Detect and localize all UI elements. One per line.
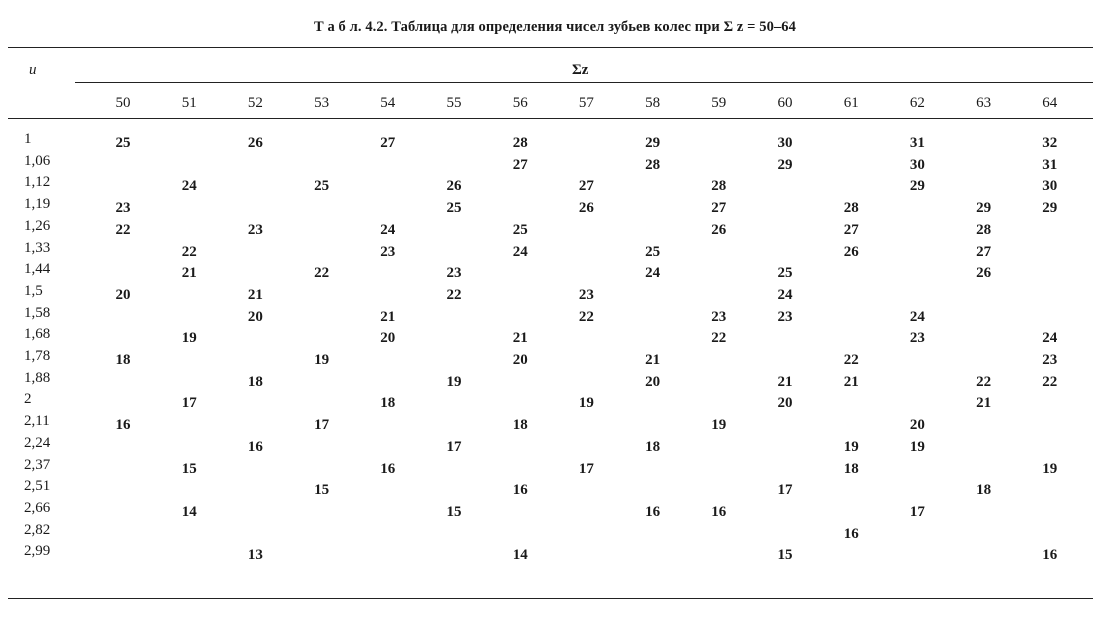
cell-u-1-33-sum-61: 26 <box>843 243 859 260</box>
cell-u-1-06-sum-56: 27 <box>512 156 528 173</box>
column-header-60: 60 <box>777 95 793 111</box>
u-value: 2,51 <box>24 478 51 495</box>
table-title: Т а б л. 4.2. Таблица для определения чисел зубьев колес при Σ z = 50–64 <box>313 19 796 35</box>
cell-u-1-78-sum-50: 18 <box>115 352 131 368</box>
cell-u-2-51-sum-53: 15 <box>314 482 330 499</box>
cell-u-1-19-sum-63: 29 <box>976 200 992 217</box>
cell-u-2-11-sum-62: 20 <box>909 417 925 434</box>
cell-u-1-78-sum-53: 19 <box>314 352 330 368</box>
cell-u-2-sum-60: 20 <box>777 395 793 412</box>
cell-u-1-78-sum-64: 23 <box>1042 352 1058 368</box>
u-value: 2,11 <box>24 413 50 430</box>
cell-u-2-37-sum-57: 17 <box>578 460 594 477</box>
cell-u-1-58-sum-57: 22 <box>578 308 594 325</box>
u-value: 1,19 <box>24 196 51 213</box>
u-value: 1 <box>24 131 32 147</box>
cell-u-1-sum-52: 26 <box>247 135 263 151</box>
cell-u-2-66-sum-55: 15 <box>446 503 462 520</box>
cell-u-1-44-sum-60: 25 <box>777 265 793 282</box>
cell-u-1-58-sum-60: 23 <box>777 308 793 325</box>
column-header-58: 58 <box>645 95 661 111</box>
column-header-59: 59 <box>711 95 727 111</box>
cell-u-1-5-sum-50: 20 <box>115 286 131 303</box>
cell-u-1-5-sum-60: 24 <box>777 286 793 303</box>
cell-u-2-37-sum-51: 15 <box>181 460 197 477</box>
cell-u-2-51-sum-60: 17 <box>777 482 793 499</box>
cell-u-1-12-sum-57: 27 <box>578 178 594 195</box>
cell-u-1-78-sum-58: 21 <box>645 352 661 368</box>
cell-u-1-33-sum-54: 23 <box>380 243 396 260</box>
cell-u-1-19-sum-61: 28 <box>843 200 859 217</box>
cell-u-1-06-sum-60: 29 <box>777 156 793 173</box>
cell-u-1-26-sum-61: 27 <box>843 221 859 238</box>
u-value: 2,82 <box>24 521 51 538</box>
cell-u-1-19-sum-50: 23 <box>115 200 131 217</box>
table-bottom-rule <box>8 598 1093 599</box>
header-bottom-rule <box>8 118 1093 119</box>
u-value: 2,99 <box>24 543 51 560</box>
cell-u-1-12-sum-62: 29 <box>909 178 925 195</box>
cell-u-1-33-sum-63: 27 <box>976 243 992 260</box>
cell-u-2-82-sum-61: 16 <box>843 525 859 542</box>
cell-u-2-66-sum-51: 14 <box>181 503 197 520</box>
column-header-56: 56 <box>512 95 528 111</box>
cell-u-1-33-sum-51: 22 <box>181 243 197 260</box>
u-value: 1,06 <box>24 152 51 169</box>
u-value: 1,5 <box>24 282 43 299</box>
cell-u-1-19-sum-55: 25 <box>446 200 462 217</box>
cell-u-1-5-sum-57: 23 <box>578 286 594 303</box>
cell-u-2-sum-54: 18 <box>380 395 396 412</box>
cell-u-1-sum-62: 31 <box>909 135 925 151</box>
cell-u-1-44-sum-63: 26 <box>976 265 992 282</box>
cell-u-2-11-sum-50: 16 <box>115 417 131 434</box>
cell-u-1-68-sum-51: 19 <box>181 330 197 347</box>
cell-u-2-sum-63: 21 <box>976 395 992 412</box>
cell-u-1-26-sum-56: 25 <box>512 221 528 238</box>
cell-u-1-88-sum-55: 19 <box>446 373 462 390</box>
cell-u-2-24-sum-61: 19 <box>843 438 859 455</box>
cell-u-2-37-sum-61: 18 <box>843 460 859 477</box>
cell-u-2-99-sum-60: 15 <box>777 547 793 564</box>
cell-u-1-33-sum-58: 25 <box>645 243 661 260</box>
sum-z-rule <box>75 82 1093 83</box>
cell-u-1-06-sum-58: 28 <box>645 156 661 173</box>
column-header-55: 55 <box>446 95 462 111</box>
u-value: 1,88 <box>24 369 51 386</box>
column-header-52: 52 <box>247 95 263 111</box>
cell-u-1-5-sum-55: 22 <box>446 286 462 303</box>
cell-u-2-37-sum-54: 16 <box>380 460 396 477</box>
u-value: 1,68 <box>24 326 51 343</box>
cell-u-1-sum-50: 25 <box>115 135 131 151</box>
cell-u-1-78-sum-56: 20 <box>512 352 528 368</box>
cell-u-2-66-sum-58: 16 <box>645 503 661 520</box>
cell-u-1-88-sum-64: 22 <box>1042 373 1058 390</box>
cell-u-1-19-sum-59: 27 <box>711 200 727 217</box>
column-header-54: 54 <box>380 95 396 111</box>
cell-u-2-99-sum-56: 14 <box>512 547 528 564</box>
cell-u-1-68-sum-59: 22 <box>711 330 727 347</box>
cell-u-1-12-sum-55: 26 <box>446 178 462 195</box>
cell-u-2-24-sum-62: 19 <box>909 438 925 455</box>
column-header-50: 50 <box>115 95 131 111</box>
cell-u-1-26-sum-63: 28 <box>976 221 992 238</box>
cell-u-1-88-sum-63: 22 <box>976 373 992 390</box>
cell-u-1-44-sum-58: 24 <box>645 265 661 282</box>
u-value: 1,44 <box>24 261 51 278</box>
cell-u-1-5-sum-52: 21 <box>247 286 263 303</box>
cell-u-1-88-sum-61: 21 <box>843 373 859 390</box>
column-header-63: 63 <box>976 95 992 111</box>
cell-u-1-44-sum-55: 23 <box>446 265 462 282</box>
cell-u-2-51-sum-63: 18 <box>976 482 992 499</box>
cell-u-1-88-sum-60: 21 <box>777 373 793 390</box>
cell-u-2-11-sum-59: 19 <box>711 417 727 434</box>
cell-u-2-66-sum-59: 16 <box>711 503 727 520</box>
u-value: 2 <box>24 391 32 408</box>
cell-u-1-78-sum-61: 22 <box>843 352 859 368</box>
cell-u-2-24-sum-55: 17 <box>446 438 462 455</box>
column-header-57: 57 <box>578 95 594 111</box>
cell-u-1-58-sum-59: 23 <box>711 308 727 325</box>
u-value: 1,58 <box>24 304 51 321</box>
column-header-62: 62 <box>909 95 925 111</box>
cell-u-1-19-sum-64: 29 <box>1042 200 1058 217</box>
column-header-53: 53 <box>314 95 330 111</box>
cell-u-1-44-sum-51: 21 <box>181 265 197 282</box>
cell-u-2-99-sum-64: 16 <box>1042 547 1058 564</box>
column-header-51: 51 <box>181 95 197 111</box>
cell-u-1-58-sum-62: 24 <box>909 308 925 325</box>
u-value: 1,33 <box>24 239 51 256</box>
table-top-rule <box>8 47 1093 48</box>
cell-u-2-51-sum-56: 16 <box>512 482 528 499</box>
cell-u-1-33-sum-56: 24 <box>512 243 528 260</box>
cell-u-2-sum-51: 17 <box>181 395 197 412</box>
cell-u-1-06-sum-62: 30 <box>909 156 925 173</box>
cell-u-2-11-sum-53: 17 <box>314 417 330 434</box>
cell-u-1-12-sum-59: 28 <box>711 178 727 195</box>
cell-u-1-58-sum-54: 21 <box>380 308 396 325</box>
cell-u-1-26-sum-52: 23 <box>247 221 263 238</box>
cell-u-1-88-sum-58: 20 <box>645 373 661 390</box>
sum-z-header: Σz <box>572 62 589 78</box>
u-value: 1,78 <box>24 348 51 364</box>
u-column-header: u <box>29 62 37 78</box>
cell-u-1-58-sum-52: 20 <box>247 308 263 325</box>
cell-u-2-24-sum-58: 18 <box>645 438 661 455</box>
cell-u-1-68-sum-64: 24 <box>1042 330 1058 347</box>
cell-u-2-99-sum-52: 13 <box>247 547 263 564</box>
cell-u-1-06-sum-64: 31 <box>1042 156 1058 173</box>
u-value: 2,66 <box>24 499 51 516</box>
cell-u-1-44-sum-53: 22 <box>314 265 330 282</box>
u-value: 2,37 <box>24 456 51 473</box>
u-value: 1,12 <box>24 174 51 191</box>
cell-u-2-24-sum-52: 16 <box>247 438 263 455</box>
cell-u-2-66-sum-62: 17 <box>909 503 925 520</box>
cell-u-2-11-sum-56: 18 <box>512 417 528 434</box>
cell-u-1-88-sum-52: 18 <box>247 373 263 390</box>
cell-u-2-37-sum-64: 19 <box>1042 460 1058 477</box>
u-value: 1,26 <box>24 217 51 234</box>
cell-u-1-sum-56: 28 <box>512 135 528 151</box>
cell-u-1-sum-58: 29 <box>645 135 661 151</box>
cell-u-1-sum-64: 32 <box>1042 135 1058 151</box>
cell-u-1-12-sum-64: 30 <box>1042 178 1058 195</box>
u-value: 2,24 <box>24 434 51 451</box>
cell-u-1-68-sum-62: 23 <box>909 330 925 347</box>
cell-u-1-26-sum-54: 24 <box>380 221 396 238</box>
cell-u-1-26-sum-50: 22 <box>115 221 131 238</box>
cell-u-2-sum-57: 19 <box>578 395 594 412</box>
cell-u-1-sum-54: 27 <box>380 135 396 151</box>
column-header-64: 64 <box>1042 95 1058 111</box>
column-header-61: 61 <box>843 95 859 111</box>
cell-u-1-12-sum-53: 25 <box>314 178 330 195</box>
cell-u-1-68-sum-54: 20 <box>380 330 396 347</box>
cell-u-1-sum-60: 30 <box>777 135 793 151</box>
cell-u-1-26-sum-59: 26 <box>711 221 727 238</box>
cell-u-1-19-sum-57: 26 <box>578 200 594 217</box>
cell-u-1-12-sum-51: 24 <box>181 178 197 195</box>
cell-u-1-68-sum-56: 21 <box>512 330 528 347</box>
